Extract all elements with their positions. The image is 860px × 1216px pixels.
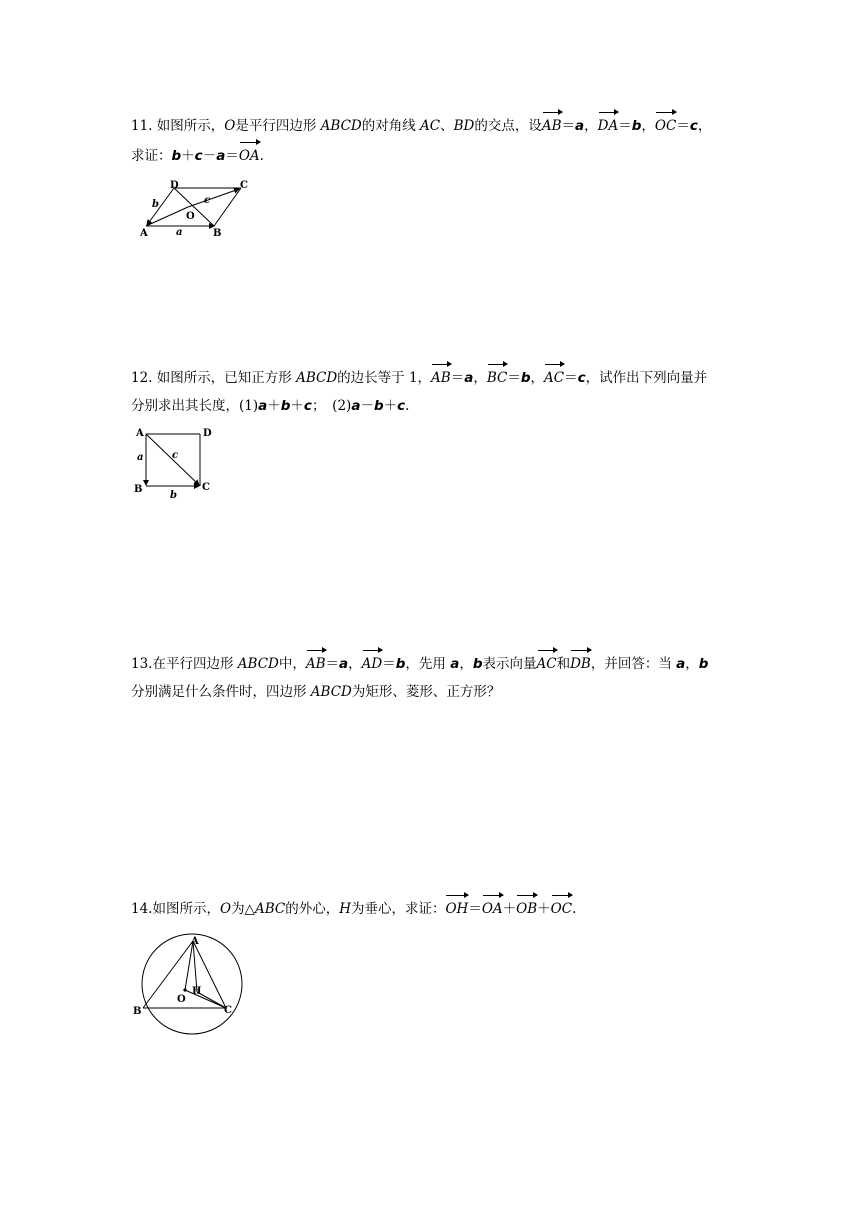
arrow-vector: OH: [445, 893, 468, 923]
bold-vector: b: [280, 398, 291, 414]
math-variable: AC: [420, 118, 441, 134]
arrow-vector: OA: [482, 893, 503, 923]
problem-number: 12.: [131, 370, 153, 386]
text-run: －: [202, 148, 217, 164]
problem-13-line-1: [131, 648, 731, 678]
circumcircle-figure: [132, 934, 242, 1026]
text-run: ，试作出下列向量并: [585, 370, 708, 386]
text-run: .: [405, 398, 410, 414]
math-variable: ABCD: [310, 684, 352, 700]
label-C: C: [240, 180, 248, 191]
text-run: ，: [348, 656, 362, 672]
bold-vector: c: [303, 398, 312, 414]
text-run: 表示向量: [482, 656, 537, 672]
problem-13: [131, 648, 731, 706]
bold-vector: a: [216, 148, 226, 164]
bold-vector: a: [351, 398, 361, 414]
bold-vector: c: [397, 398, 406, 414]
arrow-vector: DB: [570, 648, 591, 678]
bold-vector: b: [373, 398, 384, 414]
arrow-vector: AB: [306, 648, 326, 678]
arrow-vector: AC: [544, 362, 564, 392]
text-run: ，并回答：当: [590, 656, 677, 672]
text-run: ＝: [325, 656, 340, 672]
problem-11-line-2: [131, 140, 731, 170]
bold-vector: b: [395, 656, 406, 672]
text-run: ，先用: [405, 656, 451, 672]
label-b: b: [170, 490, 177, 501]
problem-12: [131, 362, 731, 420]
text-run: .: [572, 901, 577, 917]
text-run: ＝: [450, 370, 465, 386]
text-run: 在平行四边形: [152, 656, 238, 672]
math-variable: ABCD: [237, 656, 279, 672]
text-run: 为垂心，求证：: [350, 901, 446, 917]
label-B: B: [133, 1006, 142, 1017]
text-run: ＝: [225, 148, 239, 164]
text-run: ＝: [676, 118, 690, 134]
label-c: c: [172, 450, 179, 461]
problem-11: [131, 110, 731, 170]
arrow-vector: OC: [655, 110, 676, 140]
bold-vector: c: [194, 148, 203, 164]
text-run: ，: [697, 118, 712, 134]
bold-vector: a: [464, 370, 474, 386]
text-run: 是平行四边形: [235, 118, 321, 134]
bold-vector: a: [258, 398, 268, 414]
label-O: O: [186, 211, 195, 222]
text-run: ＝: [382, 656, 396, 672]
text-run: ； (2): [311, 398, 352, 414]
problem-11-line-1: [131, 110, 731, 140]
label-A: A: [136, 428, 144, 439]
math-variable: O: [219, 901, 232, 917]
text-run: ＋: [290, 398, 304, 414]
text-run: ，: [584, 118, 598, 134]
parallelogram-figure: [138, 178, 258, 242]
side-ac: [193, 941, 226, 1008]
text-run: ＝: [561, 118, 576, 134]
text-run: ，: [530, 370, 545, 386]
label-B: B: [134, 484, 143, 495]
problem-14: [131, 893, 731, 923]
text-run: 为△: [231, 901, 255, 917]
text-run: 中，: [278, 656, 306, 672]
text-run: ＋: [267, 398, 281, 414]
label-C: C: [202, 482, 210, 493]
text-run: 如图所示，: [156, 118, 225, 134]
text-run: ＝: [564, 370, 578, 386]
label-A: A: [191, 936, 199, 947]
text-run: 如图所示，已知正方形: [156, 370, 297, 386]
text-run: 的边长等于 1，: [337, 370, 432, 386]
text-run: ＝: [507, 370, 521, 386]
arrow-vector: BC: [487, 362, 508, 392]
arrow-vector: AC: [537, 648, 557, 678]
label-A: A: [140, 228, 148, 239]
text-run: 如图所示，: [152, 901, 220, 917]
math-variable: H: [339, 901, 351, 917]
problem-number: 13.: [131, 656, 153, 672]
vector-c: [188, 189, 239, 207]
text-run: －: [360, 398, 374, 414]
problem-12-line-1: [131, 362, 731, 392]
text-run: 求证：: [131, 148, 172, 164]
label-b: b: [152, 199, 159, 210]
label-B: B: [213, 228, 222, 239]
problem-number: 11.: [131, 118, 153, 134]
text-run: 和: [556, 656, 571, 672]
arrow-vector: AB: [542, 110, 562, 140]
text-run: ＝: [468, 901, 482, 917]
text-run: 的外心，: [285, 901, 340, 917]
text-run: 、: [440, 118, 454, 134]
math-variable: ABCD: [320, 118, 362, 134]
bold-vector: b: [698, 656, 709, 672]
text-run: ＝: [618, 118, 632, 134]
square-figure: [132, 424, 222, 504]
text-run: ＋: [502, 901, 517, 917]
problem-13-line-2: [131, 678, 731, 706]
text-run: 的交点，设: [474, 118, 542, 134]
bold-vector: a: [575, 118, 585, 134]
bold-vector: a: [339, 656, 349, 672]
label-a: a: [137, 452, 144, 463]
text-run: ，: [459, 656, 473, 672]
point-O: [183, 988, 186, 991]
label-D: D: [203, 428, 212, 439]
label-C: C: [224, 1005, 232, 1016]
segment-oa: [185, 941, 193, 990]
text-run: ，: [641, 118, 655, 134]
math-variable: O: [224, 118, 236, 134]
text-run: ＋: [537, 901, 551, 917]
text-run: ＋: [181, 148, 195, 164]
text-run: 为矩形、菱形、正方形？: [351, 684, 501, 700]
label-D: D: [170, 180, 179, 191]
bold-vector: b: [171, 148, 182, 164]
problem-number: 14.: [131, 901, 153, 917]
bold-vector: b: [472, 656, 483, 672]
math-variable: ABC: [254, 901, 286, 917]
text-run: ＋: [383, 398, 398, 414]
arrow-vector: OC: [551, 893, 572, 923]
bold-vector: a: [676, 656, 686, 672]
label-c: c: [204, 195, 211, 206]
text-run: .: [259, 148, 264, 164]
side-bc: [214, 188, 241, 226]
math-variable: BD: [453, 118, 475, 134]
text-run: 分别满足什么条件时，四边形: [131, 684, 311, 700]
arrow-vector: OA: [239, 140, 260, 170]
arrow-vector: OB: [516, 893, 537, 923]
text-run: ，: [685, 656, 699, 672]
text-run: ，: [473, 370, 487, 386]
bold-vector: a: [450, 656, 460, 672]
bold-vector: c: [577, 370, 586, 386]
arrow-vector: DA: [598, 110, 619, 140]
bold-vector: b: [520, 370, 531, 386]
bold-vector: c: [689, 118, 698, 134]
arrow-vector: AD: [362, 648, 383, 678]
label-O: O: [177, 994, 186, 1005]
bold-vector: b: [631, 118, 642, 134]
label-H: H: [192, 986, 202, 997]
text-run: 的对角线: [361, 118, 421, 134]
label-a: a: [176, 227, 183, 238]
problem-12-line-2: [131, 392, 731, 420]
math-variable: ABCD: [296, 370, 338, 386]
arrow-vector: AB: [431, 362, 451, 392]
problem-14-line-1: [131, 893, 731, 923]
text-run: 分别求出其长度，(1): [131, 398, 259, 414]
